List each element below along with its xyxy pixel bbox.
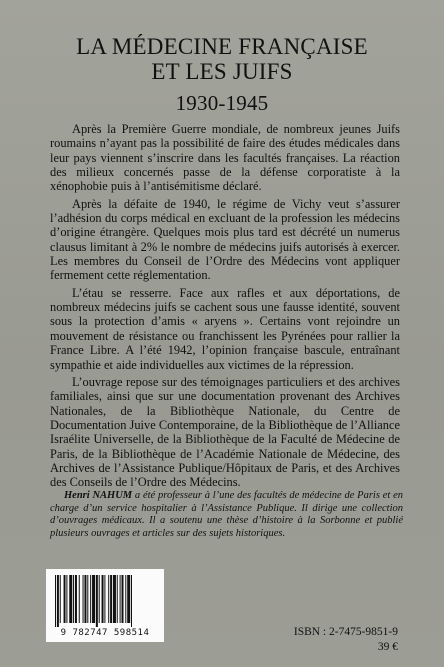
- barcode-bar: [83, 575, 84, 623]
- barcode-bar: [102, 575, 104, 623]
- barcode-bar: [117, 575, 118, 623]
- barcode-bar: [87, 575, 88, 623]
- barcode-bar: [73, 575, 74, 623]
- title-line-1: LA MÉDECINE FRANÇAISE: [76, 34, 368, 59]
- author-name: Henri NAHUM: [64, 490, 133, 501]
- barcode-bars: [53, 575, 157, 627]
- isbn: ISBN : 2-7475-9851-9: [293, 626, 398, 638]
- barcode-bar: [69, 575, 72, 623]
- blurb-paragraph-4: L’ouvrage repose sur des témoignages particuliers et des archives familiales, ainsi que sur une documentation provenant des Archives Nationales, de la Bibliothèque Nationale, du Centre de Documentation Juive Contemporaine, de la Bibliothèque de l’Alliance Israélite Universelle, de la Bibliothèque de la Faculté de Médecine de Paris, de la Bibliothèque de l’Académie Nationale de Médecine, des Archives de l’Assistance Publique/Hôpitaux de Paris, et des Archives des Conseils de l’Ordre des Médecins.: [50, 374, 400, 490]
- barcode-digits: 9 782747 598514: [60, 628, 150, 638]
- barcode-bar: [122, 575, 124, 623]
- author-bio-text: a été professeur à l’une des facultés de médecine de Paris et en charge d’un service hospitalier à l’Assistance Publique. Il dirige une collection d’ouvrages médicaux. Il a soutenu une thèse d’histoire à la Sorbonne et publié plusieurs ouvrages et articles sur des sujets historiques.: [50, 490, 403, 539]
- barcode-bar: [57, 575, 59, 627]
- barcode-bar: [90, 575, 91, 623]
- blurb-paragraph-3: L’étau se resserre. Face aux rafles et aux déportations, de nombreux médecins juifs se cachent sous une fausse identité, souvent sous la protection d’amis « aryens ». Certains vont rejoindre un mouvement de résistance ou franchissent les Pyrénées pour rallier la France Libre. A l’été 1942, l’opinion française bascule, entraînant sympathie et aide individuelles aux victimes de la répression.: [50, 285, 400, 372]
- barcode-bar: [113, 575, 116, 623]
- barcode-bar: [99, 575, 100, 623]
- barcode-bar: [60, 575, 61, 623]
- barcode-bar: [125, 575, 126, 623]
- barcode-bar: [96, 575, 98, 627]
- blurb: [50, 122, 400, 493]
- barcode-bar: [120, 575, 121, 623]
- barcode-bar: [92, 575, 95, 623]
- barcode-bar: [66, 575, 67, 623]
- price: 39 €: [377, 641, 398, 653]
- author-bio: [50, 490, 403, 540]
- barcode-bar: [108, 575, 109, 623]
- barcode-bar: [131, 575, 132, 627]
- barcode-bar: [75, 575, 77, 623]
- barcode-bar: [110, 575, 112, 623]
- blurb-paragraph-2: Après la défaite de 1940, le régime de Vichy veut s’assurer l’adhésion du corps médical en excluant de la profession les médecins d’origine étrangère. Quelques mois plus tard est décrété un numerus clausus limitant à 2% le nombre de médecins juifs autorisés à exercer. Les membres du Conseil de l’Ordre des Médecins vont appliquer fermement cette réglementation.: [50, 196, 400, 283]
- barcode-bar: [84, 575, 86, 623]
- barcode-bar: [104, 575, 105, 623]
- barcode-bar: [64, 575, 66, 623]
- blurb-paragraph-1: Après la Première Guerre mondiale, de nombreux jeunes Juifs roumains n’ayant pas la possibilité de faire des études médicales dans leur pays viennent s’inscrire dans les facultés françaises. La réaction des milieux concernés passe de la défense corporatiste à la xénophobie puis à l’antisémitisme déclaré.: [50, 122, 400, 194]
- barcode: [46, 569, 164, 642]
- title-years: 1930-1945: [175, 91, 269, 115]
- title-line-2: ET LES JUIFS: [151, 59, 293, 84]
- barcode-bar: [55, 575, 56, 627]
- barcode-bar: [79, 575, 80, 623]
- barcode-bar: [127, 575, 130, 623]
